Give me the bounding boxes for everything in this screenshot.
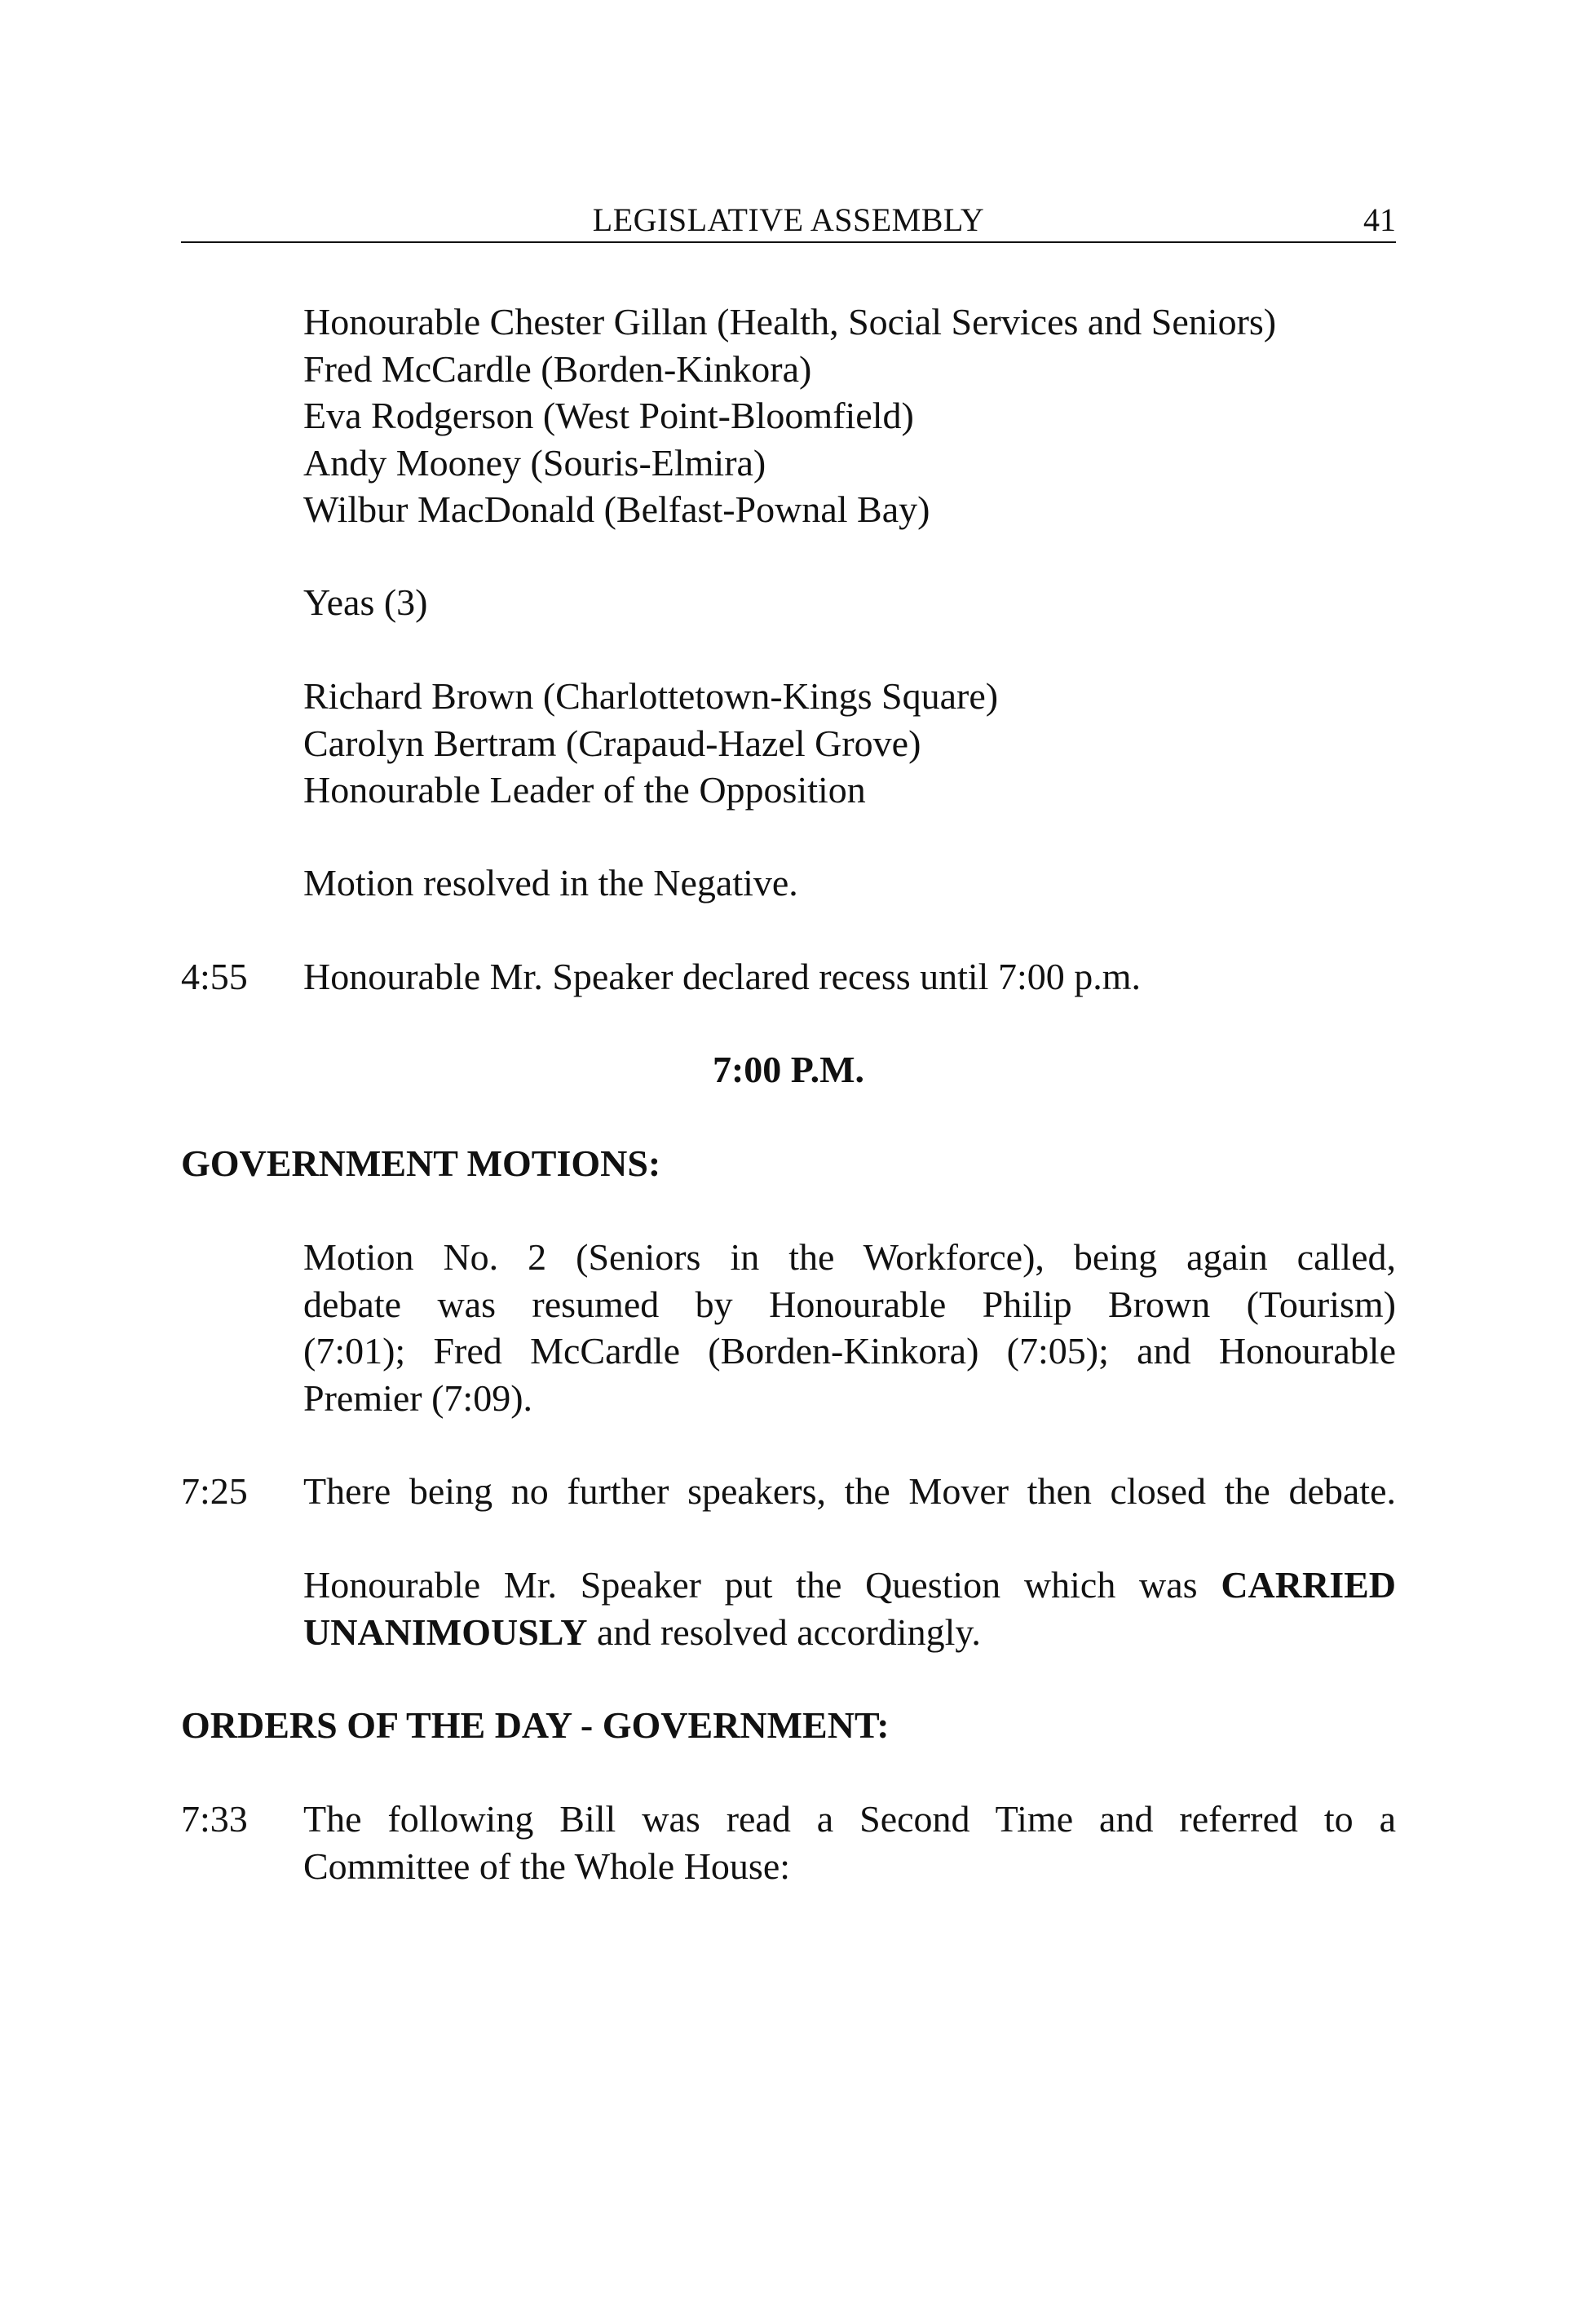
list-item: Carolyn Bertram (Crapaud-Hazel Grove): [303, 722, 921, 764]
paragraph-line: There being no further speakers, the Mover then closed the debate.: [303, 1470, 1396, 1512]
question-prefix: Honourable Mr. Speaker put the Question which was: [303, 1564, 1198, 1606]
list-item: Eva Rodgerson (West Point-Bloomfield): [303, 395, 914, 436]
paragraph-line: [303, 1562, 1396, 1609]
page-number: 41: [1363, 201, 1396, 238]
recess-time: 4:55: [181, 956, 248, 997]
list-item: Honourable Leader of the Opposition: [303, 769, 866, 811]
list-item: Richard Brown (Charlottetown-Kings Square): [303, 675, 999, 717]
orders-paragraph: [303, 1796, 1396, 1889]
question-paragraph: [303, 1562, 1396, 1655]
list-item: Fred McCardle (Borden-Kinkora): [303, 347, 812, 390]
paragraph-line: Premier (7:09).: [303, 1376, 533, 1419]
paragraph-line: [303, 1609, 1396, 1656]
recess-text: Honourable Mr. Speaker declared recess until 7:00 p.m.: [303, 956, 1142, 997]
list-item: Wilbur MacDonald (Belfast-Pownal Bay): [303, 488, 930, 530]
government-motions-heading: GOVERNMENT MOTIONS:: [181, 1142, 661, 1184]
list-item: Honourable Chester Gillan (Health, Social Services and Seniors): [303, 301, 1277, 342]
carried-label: CARRIED: [1221, 1564, 1396, 1606]
paragraph-line: debate was resumed by Honourable Philip Brown (Tourism): [303, 1283, 1396, 1325]
page-header: [181, 196, 1396, 243]
paragraph-line: Committee of the Whole House:: [303, 1845, 791, 1887]
government-motions-paragraph: [303, 1234, 1396, 1421]
orders-heading: ORDERS OF THE DAY - GOVERNMENT:: [181, 1704, 890, 1746]
nays-list: [303, 298, 1396, 533]
closing-time: 7:25: [181, 1470, 248, 1512]
question-suffix: and resolved accordingly.: [596, 1610, 981, 1653]
evening-heading: 7:00 P.M.: [712, 1049, 865, 1090]
yeas-list: [303, 673, 1396, 814]
motion-result: Motion resolved in the Negative.: [303, 862, 798, 904]
list-item: Andy Mooney (Souris-Elmira): [303, 441, 766, 484]
header-title: LEGISLATIVE ASSEMBLY: [592, 201, 985, 238]
paragraph-line: (7:01); Fred McCardle (Borden-Kinkora) (7:05); and Honourable: [303, 1330, 1396, 1372]
paragraph-line: Motion No. 2 (Seniors in the Workforce), being again called,: [303, 1236, 1396, 1278]
closing-text: [303, 1468, 1396, 1515]
unanimously-label: UNANIMOUSLY: [303, 1610, 588, 1653]
yeas-heading: Yeas (3): [303, 581, 428, 623]
paragraph-line: The following Bill was read a Second Time and referred to a: [303, 1798, 1396, 1840]
orders-time: 7:33: [181, 1798, 248, 1840]
